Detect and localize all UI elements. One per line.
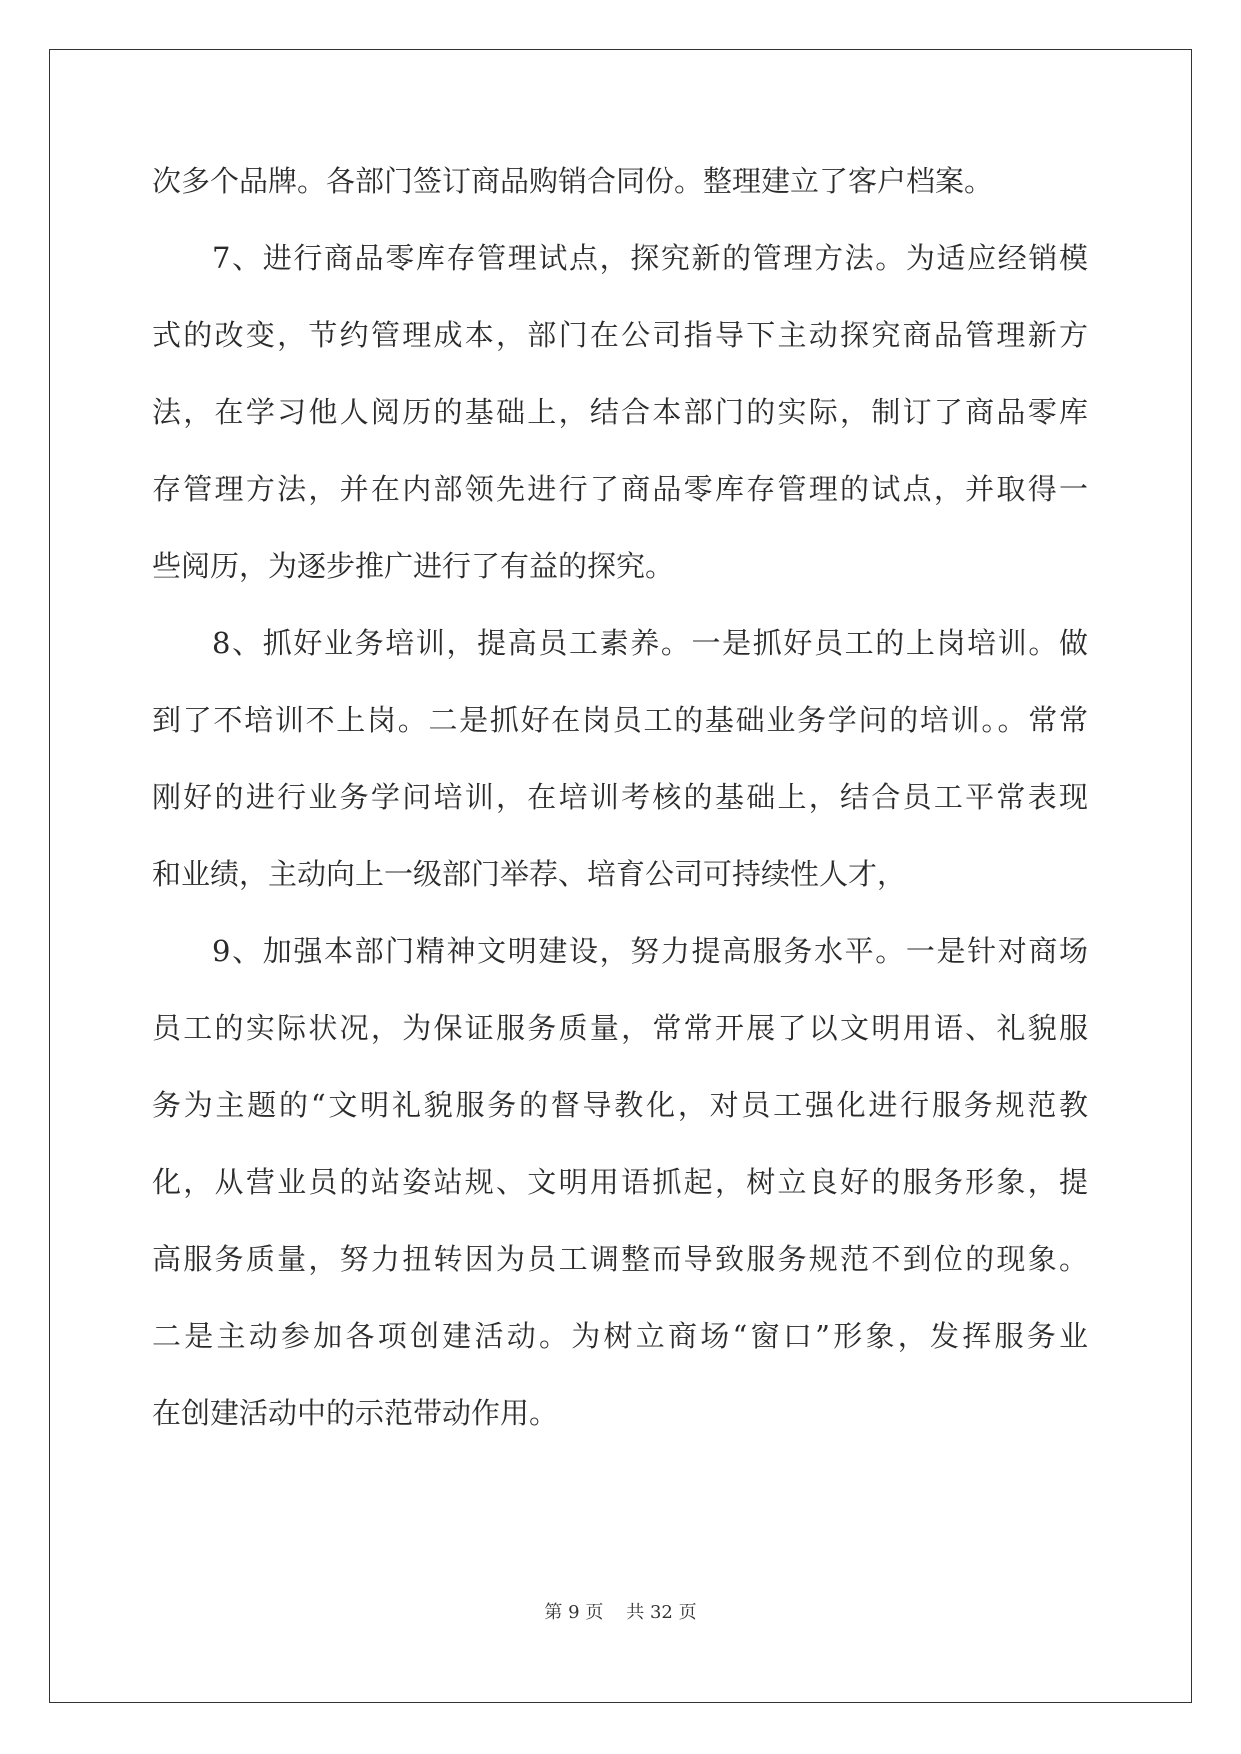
text-line: 法，在学习他人阅历的基础上，结合本部门的实际，制订了商品零库 <box>152 395 1088 429</box>
text-line: 员工的实际状况，为保证服务质量，常常开展了以文明用语、礼貌服 <box>152 1011 1088 1045</box>
text-line: 次多个品牌。各部门签订商品购销合同份。整理建立了客户档案。 <box>152 164 994 198</box>
text-line: 存管理方法，并在内部领先进行了商品零库存管理的试点，并取得一 <box>152 472 1088 506</box>
text-line: 二是主动参加各项创建活动。为树立商场“窗口”形象，发挥服务业 <box>152 1319 1088 1353</box>
text-line: 高服务质量，努力扭转因为员工调整而导致服务规范不到位的现象。 <box>152 1242 1088 1276</box>
text-line: 式的改变，节约管理成本，部门在公司指导下主动探究商品管理新方 <box>152 318 1088 352</box>
text-line: 些阅历，为逐步推广进行了有益的探究。 <box>152 549 675 583</box>
text-line: 务为主题的“文明礼貌服务的督导教化，对员工强化进行服务规范教 <box>152 1088 1088 1122</box>
text-line: 8、抓好业务培训，提高员工素养。一是抓好员工的上岗培训。做 <box>212 626 1088 660</box>
text-line: 9、加强本部门精神文明建设，努力提高服务水平。一是针对商场 <box>212 934 1088 968</box>
page-number: 第 9 页 <box>544 1602 604 1623</box>
text-line: 7、进行商品零库存管理试点，探究新的管理方法。为适应经销模 <box>212 241 1088 275</box>
text-line: 到了不培训不上岗。二是抓好在岗员工的基础业务学问的培训。。常常 <box>152 703 1088 737</box>
text-line: 化，从营业员的站姿站规、文明用语抓起，树立良好的服务形象，提 <box>152 1165 1088 1199</box>
text-line: 在创建活动中的示范带动作用。 <box>152 1396 559 1430</box>
text-line: 和业绩，主动向上一级部门举荐、培育公司可持续性人才， <box>152 857 907 891</box>
text-line: 刚好的进行业务学问培训，在培训考核的基础上，结合员工平常表现 <box>152 780 1088 814</box>
page-total: 共 32 页 <box>626 1602 697 1623</box>
page-footer <box>0 1598 1241 1624</box>
